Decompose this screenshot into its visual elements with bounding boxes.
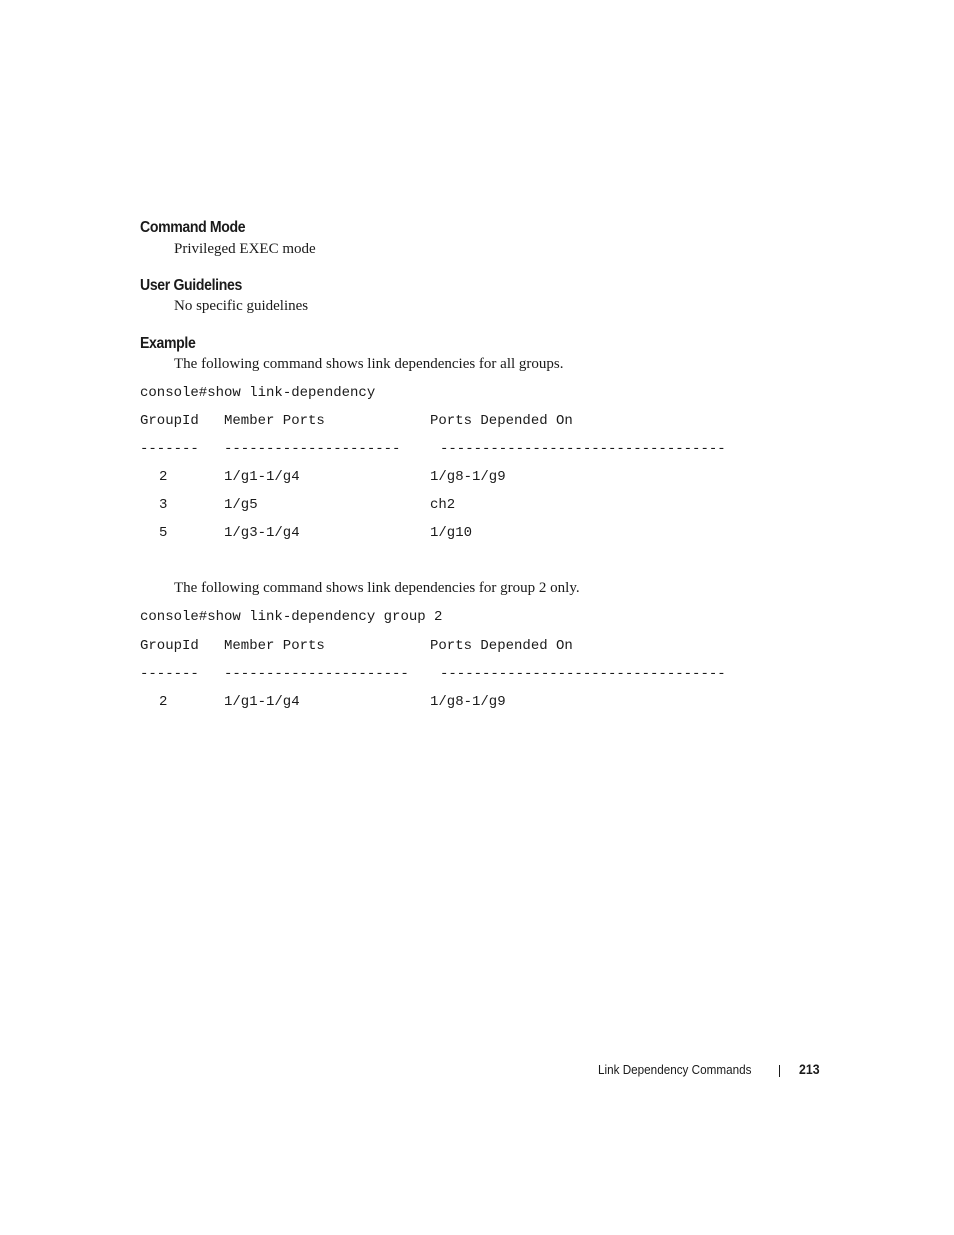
cell-member-ports: 1/g1-1/g4: [224, 469, 300, 485]
cell-ports-depended-on: 1/g8-1/g9: [430, 694, 506, 710]
column-header-member-ports: Member Ports: [224, 638, 325, 654]
example-intro-all-groups: The following command shows link dependencies for all groups.: [174, 356, 564, 372]
column-header-ports-depended-on: Ports Depended On: [430, 638, 573, 654]
footer-chapter-title: Link Dependency Commands: [598, 1062, 752, 1077]
command-line: console#show link-dependency: [140, 385, 376, 401]
user-guidelines-text: No specific guidelines: [174, 298, 309, 314]
column-header-ports-depended-on: Ports Depended On: [430, 413, 573, 429]
column-divider: ----------------------------------: [440, 666, 726, 682]
footer-separator: [779, 1065, 780, 1077]
example-heading: Example: [140, 335, 196, 352]
column-divider: ----------------------------------: [440, 441, 726, 457]
cell-groupid: 2: [159, 469, 168, 485]
cell-member-ports: 1/g3-1/g4: [224, 525, 300, 541]
column-divider: ---------------------: [224, 441, 401, 457]
example-intro-group-2: The following command shows link dependencies for group 2 only.: [174, 580, 580, 596]
cell-member-ports: 1/g5: [224, 497, 258, 513]
column-header-groupid: GroupId: [140, 638, 199, 654]
column-divider: -------: [140, 666, 199, 682]
command-mode-heading: Command Mode: [140, 219, 246, 236]
cell-ports-depended-on: 1/g8-1/g9: [430, 469, 506, 485]
cell-member-ports: 1/g1-1/g4: [224, 694, 300, 710]
command-mode-text: Privileged EXEC mode: [174, 241, 316, 257]
cell-ports-depended-on: ch2: [430, 497, 456, 513]
column-header-member-ports: Member Ports: [224, 413, 325, 429]
command-line: console#show link-dependency group 2: [140, 609, 443, 625]
cell-groupid: 5: [159, 525, 168, 541]
cell-groupid: 3: [159, 497, 168, 513]
page-number: 213: [799, 1061, 820, 1077]
cell-ports-depended-on: 1/g10: [430, 525, 473, 541]
user-guidelines-heading: User Guidelines: [140, 277, 242, 294]
column-divider: ----------------------: [224, 666, 409, 682]
column-header-groupid: GroupId: [140, 413, 199, 429]
cell-groupid: 2: [159, 694, 168, 710]
column-divider: -------: [140, 441, 199, 457]
